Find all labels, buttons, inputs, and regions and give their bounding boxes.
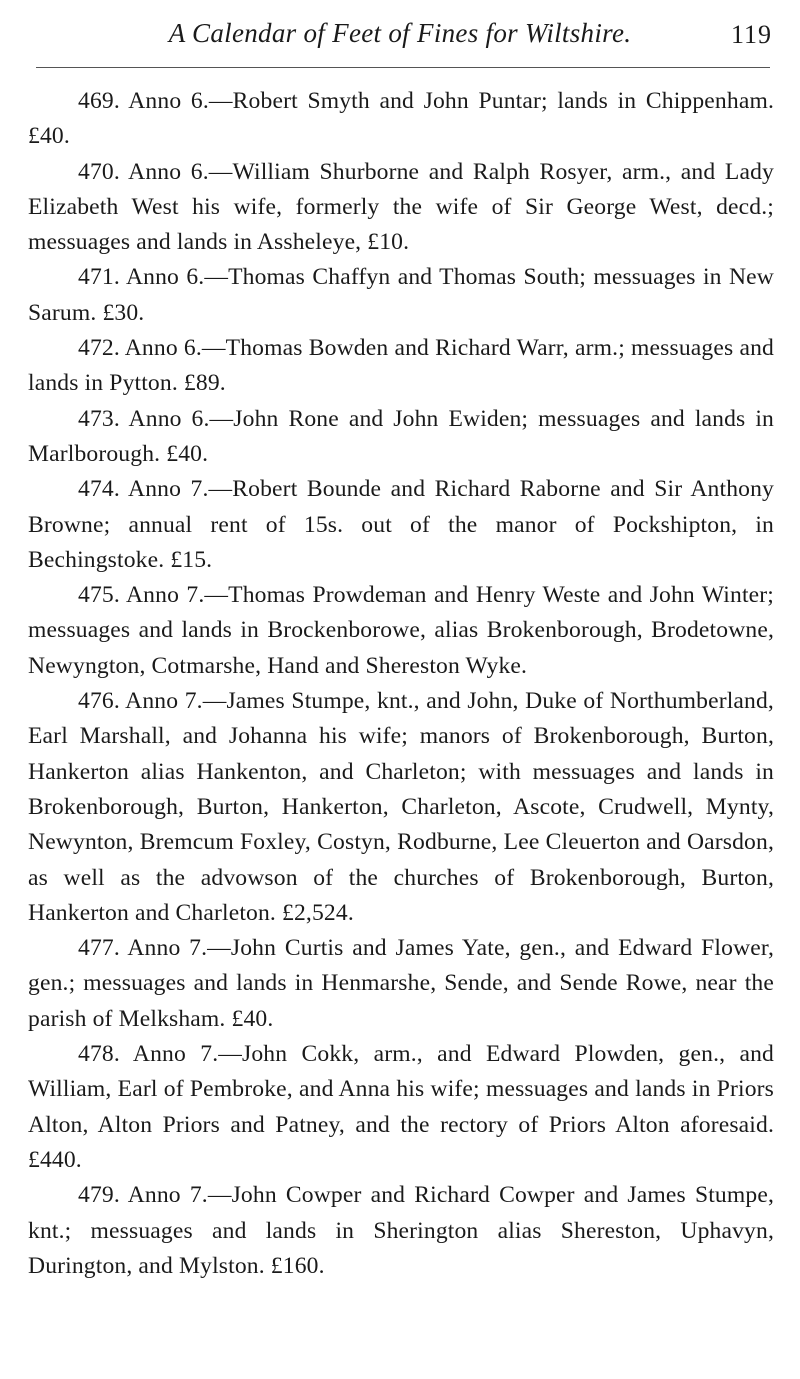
entry-text: 474. Anno 7.—Robert Bounde and Richard Raborne and Sir Anthony Browne; annual rent of 15s. out of the manor of Pockshipton, in Bechingstoke. £15. <box>28 476 774 573</box>
entry-479 <box>28 1178 774 1284</box>
entry-text: 477. Anno 7.—John Curtis and James Yate, gen., and Edward Flower, gen.; messuages and lands in Henmarshe, Sende, and Sende Rowe, near the parish of Melksham. £40. <box>28 935 774 1032</box>
entry-text: 472. Anno 6.—Thomas Bowden and Richard Warr, arm.; messuages and lands in Pytton. £89. <box>28 335 774 397</box>
entry-474 <box>28 472 774 578</box>
entry-469 <box>28 84 774 155</box>
entry-473 <box>28 402 774 473</box>
entry-475 <box>28 578 774 684</box>
entry-text: 469. Anno 6.—Robert Smyth and John Puntar; lands in Chippenham. £40. <box>28 88 774 150</box>
entry-text: 470. Anno 6.—William Shurborne and Ralph Rosyer, arm., and Lady Elizabeth West his wife, formerly the wife of Sir George West, decd.; messuages and lands in Assheleye, £10. <box>28 158 774 256</box>
page-number: 119 <box>730 20 772 49</box>
entry-472 <box>28 331 774 402</box>
entry-470 <box>28 155 774 261</box>
entry-478 <box>28 1037 774 1178</box>
entry-text: 471. Anno 6.—Thomas Chaffyn and Thomas South; messuages in New Sarum. £30. <box>28 264 774 326</box>
entry-list <box>28 84 774 1284</box>
entry-text: 478. Anno 7.—John Cokk, arm., and Edward Plowden, gen., and William, Earl of Pembroke, and Anna his wife; messuages and lands in Priors Alton, Alton Priors and Patney, and the rectory of Priors Alton aforesaid. £440. <box>28 1041 774 1173</box>
running-head <box>28 18 772 58</box>
entry-text: 479. Anno 7.—John Cowper and Richard Cowper and James Stumpe, knt.; messuages and lands in Sherington alias Shereston, Uphavyn, Durington, and Mylston. £160. <box>28 1182 774 1279</box>
entry-477 <box>28 931 774 1037</box>
header-rule <box>36 67 770 68</box>
entry-text: 475. Anno 7.—Thomas Prowdeman and Henry Weste and John Winter; messuages and lands in Brockenborowe, alias Brokenborough, Brodetowne, Newyngton, Cotmarshe, Hand and Shereston Wyke. <box>28 582 774 679</box>
running-title: A Calendar of Feet of Fines for Wiltshire. <box>168 18 632 48</box>
entry-471 <box>28 260 774 331</box>
entry-text: 473. Anno 6.—John Rone and John Ewiden; messuages and lands in Marlborough. £40. <box>28 405 774 467</box>
entry-text: 476. Anno 7.—James Stumpe, knt., and John, Duke of Northumberland, Earl Marshall, and Johanna his wife; manors of Brokenborough, Burton, Hankerton alias Hankenton, and Charleton; with messuages and lands in Brokenborough, Burton, Hankerton, Charleton, Ascote, Crudwell, Mynty, Newynton, Bremcum Foxley, Costyn, Rodburne, Lee Cleuerton and Oarsdon, as well as the advowson of the churches of Brokenborough, Burton, Hankerton and Charleton. £2,524. <box>28 688 774 926</box>
entry-476 <box>28 684 774 931</box>
